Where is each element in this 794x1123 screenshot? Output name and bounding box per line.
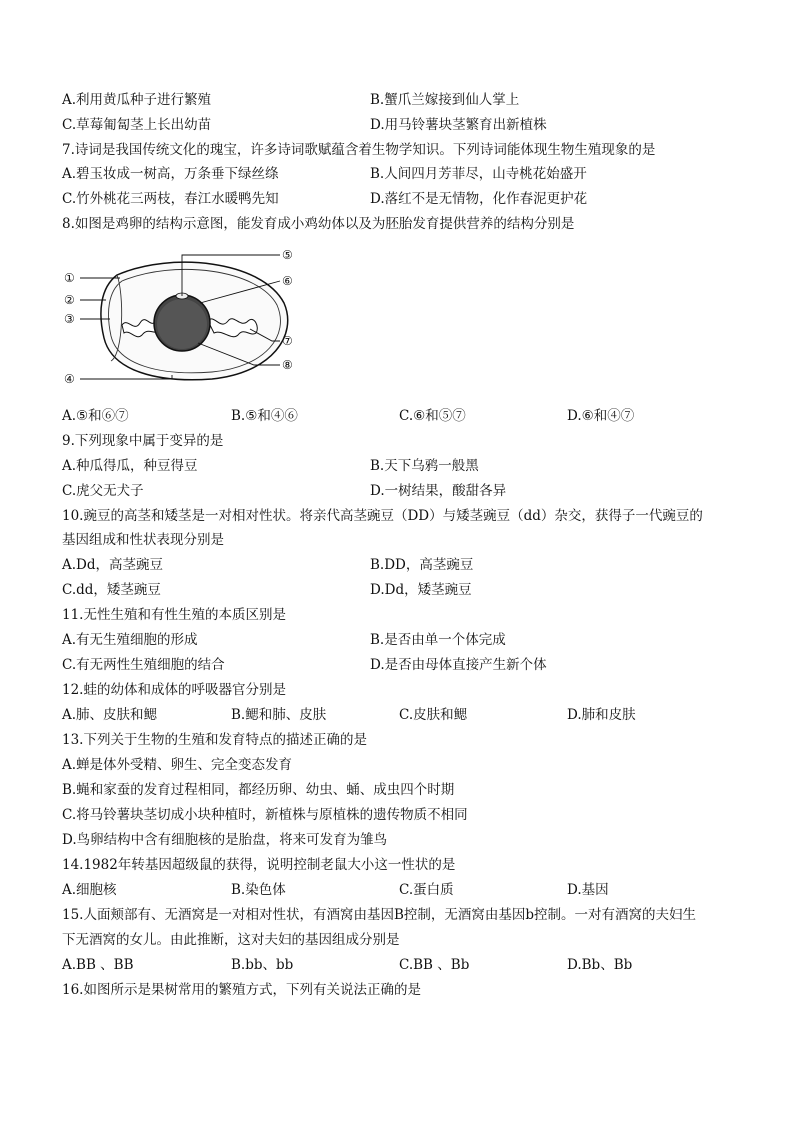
q6-option-b: B.蟹爪兰嫁接到仙人掌上 [370,92,520,108]
q9-option-b: B.天下乌鸦一般黑 [370,458,479,474]
q7-stem: 7.诗词是我国传统文化的瑰宝，许多诗词歌赋蕴含着生物学知识。下列诗词能体现生物生殖现象的是 [62,142,656,158]
q6-option-a: A.利用黄瓜种子进行繁殖 [62,92,212,108]
q10-option-d: D.Dd，矮茎豌豆 [370,582,472,598]
q15-stem-line2: 下无酒窝的女儿。由此推断，这对夫妇的基因组成分别是 [62,932,400,948]
q13-option-b: B.蝇和家蚕的发育过程相同，都经历卵、幼虫、蛹、成虫四个时期 [62,782,455,798]
q13-option-a: A.蝉是体外受精、卵生、完全变态发育 [62,757,293,773]
q15-option-b: B.bb、bb [231,957,294,973]
q7-option-b: B.人间四月芳菲尽，山寺桃花始盛开 [370,166,587,182]
q12-stem: 12.蛙的幼体和成体的呼吸器官分别是 [62,682,286,698]
label-1: ① [64,271,75,285]
q14-option-c: C.蛋白质 [399,882,454,898]
q12-option-d: D.肺和皮肤 [567,707,636,723]
q8-option-d: D.⑥和④⑦ [567,408,635,424]
q9-option-c: C.虎父无犬子 [62,483,144,499]
q12-option-b: B.鳃和肺、皮肤 [231,707,327,723]
q7-option-c: C.竹外桃花三两枝，春江水暖鸭先知 [62,191,279,207]
q10-option-c: C.dd，矮茎豌豆 [62,582,161,598]
q9-option-a: A.种瓜得瓜，种豆得豆 [62,458,198,474]
q15-stem-line1: 15.人面颊部有、无酒窝是一对相对性状，有酒窝由基因B控制，无酒窝由基因b控制。一对有酒窝的夫妇生 [62,907,697,923]
q12-option-c: C.皮肤和鳃 [399,707,468,723]
q14-option-b: B.染色体 [231,882,286,898]
q8-option-c: C.⑥和⑤⑦ [399,408,466,424]
q16-stem: 16.如图所示是果树常用的繁殖方式，下列有关说法正确的是 [62,982,421,998]
q6-option-d: D.用马铃薯块茎繁育出新植株 [370,117,547,133]
q13-option-c: C.将马铃薯块茎切成小块种植时，新植株与原植株的遗传物质不相同 [62,807,468,823]
q11-option-c: C.有无两性生殖细胞的结合 [62,657,225,673]
q10-option-b: B.DD，高茎豌豆 [370,557,474,573]
label-2: ② [64,293,75,307]
label-3: ③ [64,312,75,326]
q15-option-d: D.Bb、Bb [567,957,633,973]
q6-option-c: C.草莓匍匐茎上长出幼苗 [62,117,212,133]
q15-option-c: C.BB 、Bb [399,957,470,973]
q13-stem: 13.下列关于生物的生殖和发育特点的描述正确的是 [62,732,367,748]
q11-stem: 11.无性生殖和有性生殖的本质区别是 [62,607,286,623]
q14-option-d: D.基因 [567,882,609,898]
label-7: ⑦ [282,334,293,348]
q11-option-a: A.有无生殖细胞的形成 [62,632,198,648]
egg-structure-diagram [62,243,312,388]
q8-option-b: B.⑤和④⑥ [231,408,298,424]
q14-stem: 14.1982年转基因超级鼠的获得，说明控制老鼠大小这一性状的是 [62,857,456,873]
q14-option-a: A.细胞核 [62,882,117,898]
q11-option-d: D.是否由母体直接产生新个体 [370,657,547,673]
q9-stem: 9.下列现象中属于变异的是 [62,433,224,449]
q10-stem-line1: 10.豌豆的高茎和矮茎是一对相对性状。将亲代高茎豌豆（DD）与矮茎豌豆（dd）杂交，获得子一代豌豆的 [62,508,703,524]
egg-yolk [157,299,207,349]
q9-option-d: D.一树结果，酸甜各异 [370,483,507,499]
label-4: ④ [64,372,75,386]
q7-option-a: A.碧玉妆成一树高，万条垂下绿丝绦 [62,166,279,182]
q10-option-a: A.Dd，高茎豌豆 [62,557,164,573]
q8-stem: 8.如图是鸡卵的结构示意图，能发育成小鸡幼体以及为胚胎发育提供营养的结构分别是 [62,216,575,232]
q15-option-a: A.BB 、BB [62,957,134,973]
q10-stem-line2: 基因组成和性状表现分别是 [62,532,224,548]
label-6: ⑥ [282,274,293,288]
q12-option-a: A.肺、皮肤和鳃 [62,707,158,723]
q8-option-a: A.⑤和⑥⑦ [62,408,129,424]
q11-option-b: B.是否由单一个体完成 [370,632,506,648]
label-5: ⑤ [282,248,293,262]
q13-option-d: D.鸟卵结构中含有细胞核的是胎盘，将来可发育为雏鸟 [62,832,388,848]
q7-option-d: D.落红不是无情物，化作春泥更护花 [370,191,588,207]
label-8: ⑧ [282,358,293,372]
